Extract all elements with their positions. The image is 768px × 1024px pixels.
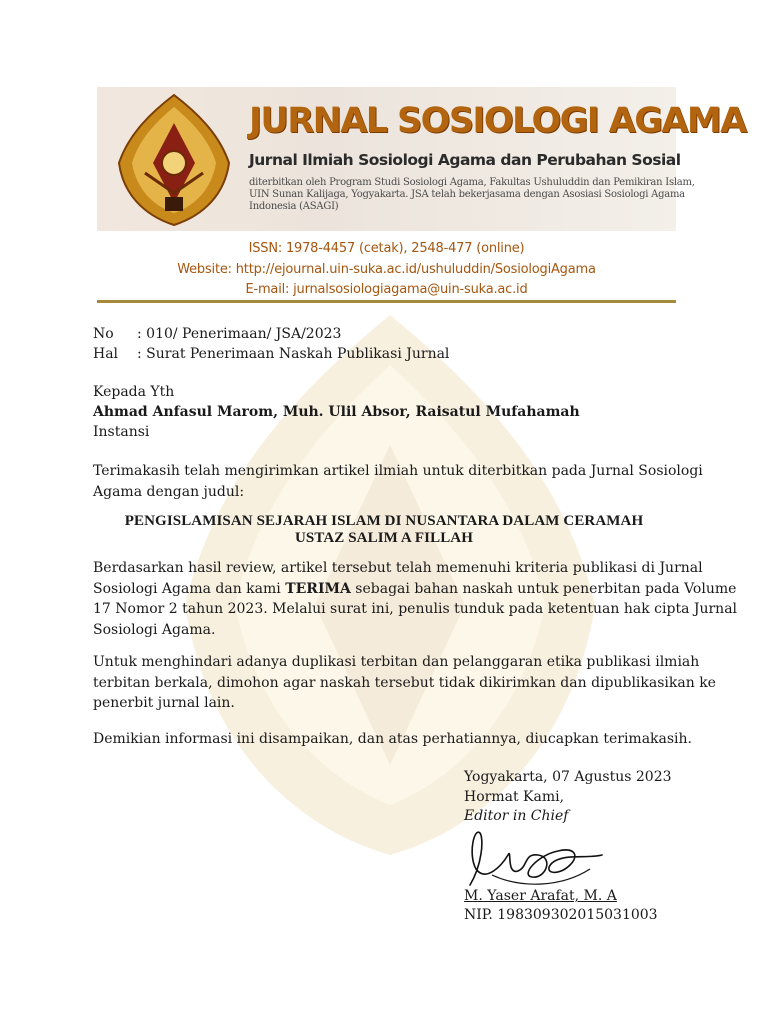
regards: Hormat Kami, — [464, 789, 565, 805]
issn-line: ISSN: 1978-4457 (cetak), 2548-477 (online) — [248, 241, 525, 256]
subject-label: Hal — [93, 346, 119, 362]
intro-line: Agama dengan judul: — [93, 483, 245, 500]
article-title — [93, 513, 675, 547]
number-value: : 010/ Penerimaan/ JSA/2023 — [137, 326, 342, 342]
review-line: 17 Nomor 2 tahun 2023. Melalui surat ini, penulis tunduk pada ketentuan hak cipta Jurnal — [93, 601, 738, 617]
signer-nip: NIP. 198309302015031003 — [464, 907, 658, 923]
recipient-names: Ahmad Anfasul Marom, Muh. Ulil Absor, Raisatul Mufahamah — [93, 404, 580, 420]
accepted-status: TERIMA — [285, 580, 351, 597]
journal-subtitle: Jurnal Ilmiah Sosiologi Agama dan Perubahan Sosial — [249, 151, 681, 169]
review-paragraph — [93, 558, 738, 640]
duplication-line: Untuk menghindari adanya duplikasi terbitan dan pelanggaran etika publikasi ilmiah — [93, 654, 700, 670]
journal-crest-logo-icon — [115, 93, 233, 227]
closing-sentence: Demikian informasi ini disampaikan, dan atas perhatiannya, diucapkan terimakasih. — [93, 731, 693, 747]
email-link[interactable]: E-mail: jurnalsosiologiagama@uin-suka.ac.id — [245, 282, 528, 297]
journal-description — [249, 177, 695, 213]
subject-value: : Surat Penerimaan Naskah Publikasi Jurnal — [137, 346, 450, 362]
signer-position: Editor in Chief — [464, 808, 569, 824]
journal-description-line: Indonesia (ASAGI) — [249, 201, 339, 212]
article-title-line: USTAZ SALIM A FILLAH — [294, 530, 473, 546]
journal-banner — [97, 87, 746, 231]
review-line-text: sebagai bahan naskah untuk penerbitan pada Volume — [350, 580, 737, 597]
duplication-line: terbitan berkala, dimohon agar naskah tersebut tidak dikirimkan dan dipublikasikan ke — [93, 674, 716, 691]
recipient-institution: Instansi — [93, 424, 150, 440]
duplication-paragraph — [93, 652, 716, 714]
review-line-text: Sosiologi Agama dan kami — [93, 580, 286, 597]
number-label: No — [93, 326, 114, 342]
salutation-to: Kepada Yth — [93, 384, 175, 400]
journal-description-line: diterbitkan oleh Program Studi Sosiologi Agama, Fakultas Ushuluddin dan Pemikiran Islam, — [249, 177, 695, 188]
article-title-line: PENGISLAMISAN SEJARAH ISLAM DI NUSANTARA DALAM CERAMAH — [124, 513, 644, 529]
website-link[interactable]: Website: http://ejournal.uin-suka.ac.id/ushuluddin/SosiologiAgama — [177, 262, 596, 277]
review-line — [93, 579, 737, 600]
journal-description-line: UIN Sunan Kalijaga, Yogyakarta. JSA telah bekerjasama dengan Asosiasi Sosiologi Agama — [249, 189, 685, 200]
signer-name: M. Yaser Arafat, M. A — [464, 888, 617, 904]
review-line: Berdasarkan hasil review, artikel tersebut telah memenuhi kriteria publikasi di Jurnal — [93, 560, 703, 576]
intro-paragraph — [93, 461, 703, 502]
header-divider — [97, 300, 676, 303]
intro-line: Terimakasih telah mengirimkan artikel ilmiah untuk diterbitkan pada Jurnal Sosiologi — [93, 463, 703, 479]
handwritten-signature-icon — [462, 825, 607, 893]
place-date: Yogyakarta, 07 Agustus 2023 — [464, 769, 672, 785]
review-line: Sosiologi Agama. — [93, 621, 216, 638]
duplication-line: penerbit jurnal lain. — [93, 695, 235, 711]
journal-title: JURNAL SOSIOLOGI AGAMA — [249, 101, 746, 141]
